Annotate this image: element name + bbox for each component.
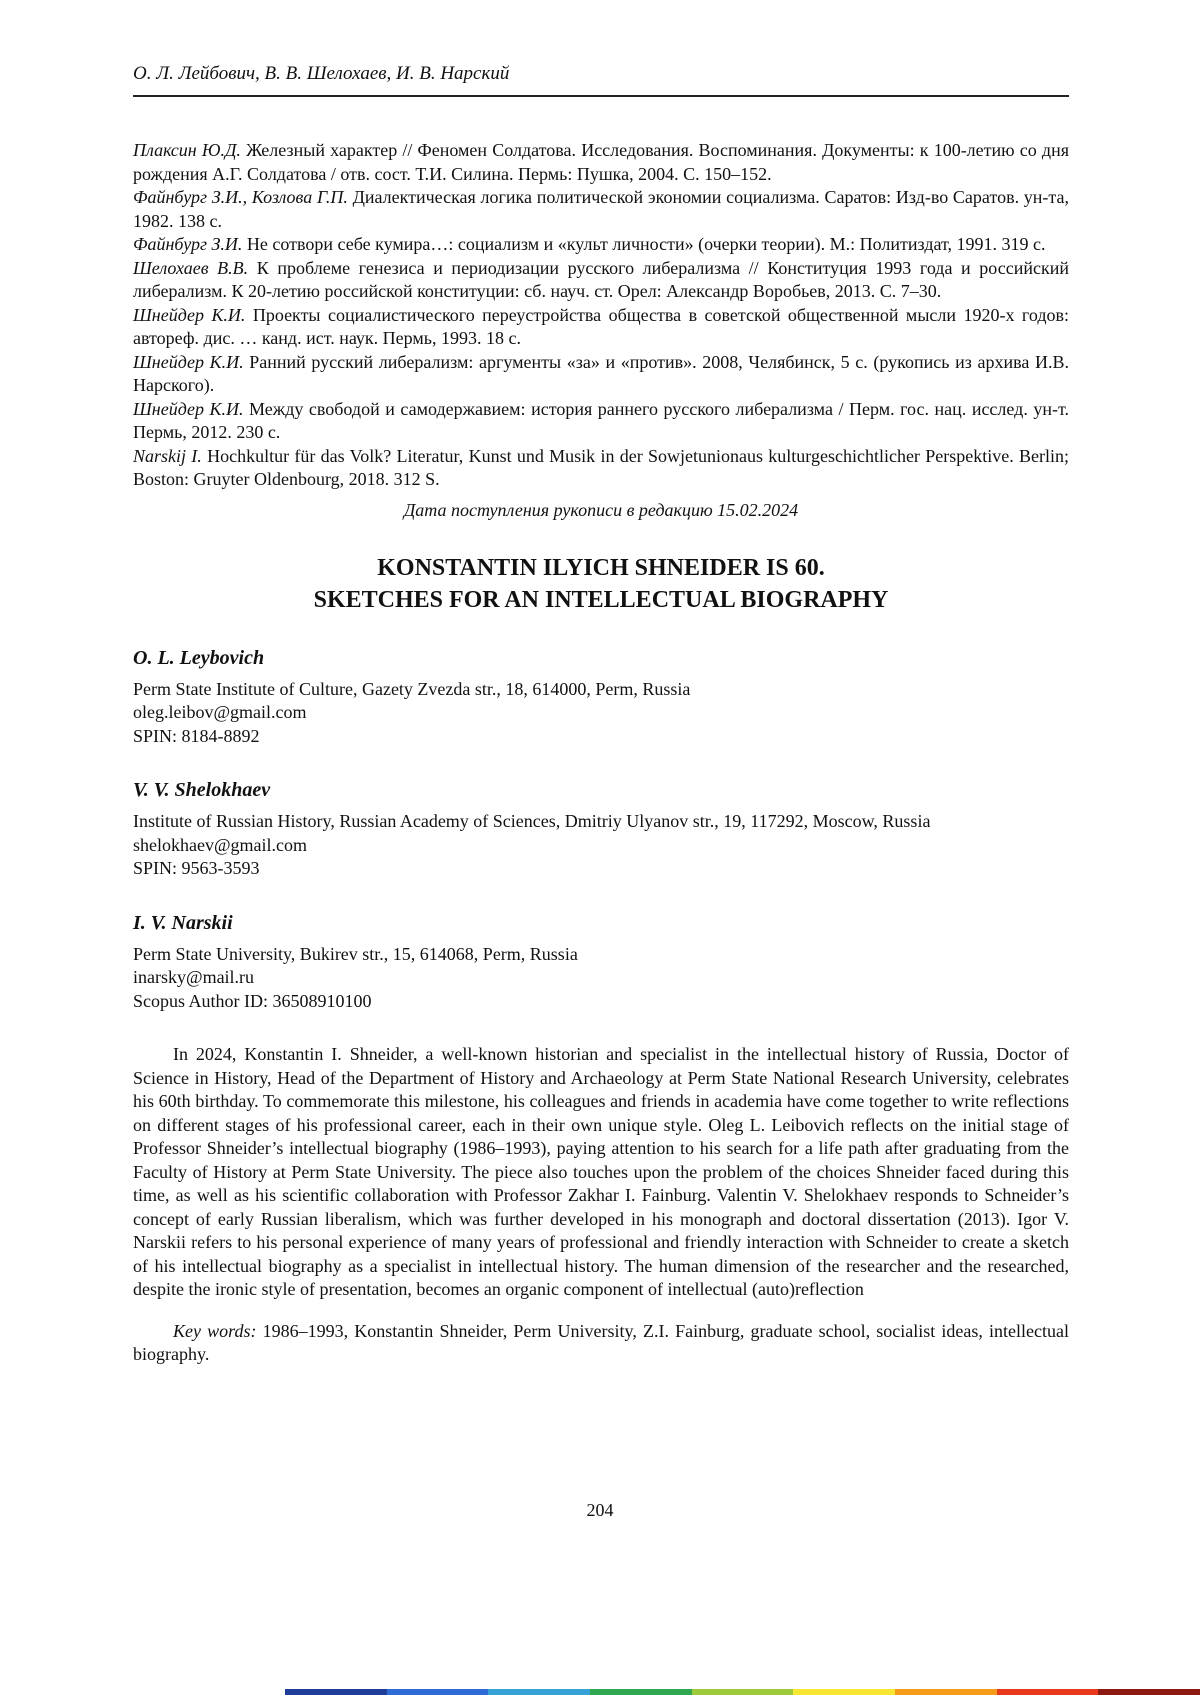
author-email: inarsky@mail.ru bbox=[133, 967, 255, 987]
running-head bbox=[133, 62, 1069, 97]
author-affiliation: Institute of Russian History, Russian Academy of Sciences, Dmitriy Ulyanov str., 19, 117292, Moscow, Russia bbox=[133, 811, 931, 831]
reference-text: Ранний русский либерализм: аргументы «за» и «против». 2008, Челябинск, 5 с. (рукопись из архива И.В. Нарского). bbox=[133, 351, 1069, 395]
author-name: O. L. Leybovich bbox=[133, 646, 265, 669]
page-number: 204 bbox=[586, 1500, 614, 1520]
reference-authors: Файнбург З.И. bbox=[133, 234, 243, 254]
author-email: shelokhaev@gmail.com bbox=[133, 834, 308, 855]
strip-segment bbox=[387, 1689, 489, 1695]
reference-entry bbox=[133, 445, 1069, 492]
bottom-color-strip bbox=[285, 1689, 1200, 1695]
strip-segment bbox=[895, 1689, 997, 1695]
author-id: SPIN: 8184-8892 bbox=[133, 725, 260, 746]
keywords-label: Key words: bbox=[173, 1320, 257, 1341]
reference-entry bbox=[133, 257, 1069, 304]
abstract-text: In 2024, Konstantin I. Shneider, a well-known historian and specialist in the intellectual history of Russia, Doctor of Science in History, Head of the Department of History and Archaeology at Perm State National Research University, celebrates his 60th birthday. To commemorate this milestone, his colleagues and friends in academia have come together to write reflections on different stages of his professional career, each in their own unique style. Oleg L. Leibovich reflects on the initial stage of Professor Shneider’s intellectual biography (1986–1993), paying attention to his search for a life path after graduating from the Faculty of History at Perm State University. The piece also touches upon the problem of the choices Shneider faced during this time, as well as his scientific collaboration with Professor Zakhar I. Fainburg. Valentin V. Shelokhaev responds to Schneider’s concept of early Russian liberalism, which was further developed in his monograph and doctoral dissertation (2013). Igor V. Narskii refers to his personal experience of many years of professional and friendly interaction with Schneider to create a sketch of his intellectual biography as a specialist in intellectual history. The human dimension of the researcher and the researched, despite the ironic style of presentation, becomes an organic component of intellectual (auto)reflection bbox=[133, 1044, 1069, 1299]
strip-segment bbox=[793, 1689, 895, 1695]
reference-text: Hochkultur für das Volk? Literatur, Kunst und Musik in der Sowjetunionaus kulturgeschichtlicher Perspektive. Berlin; Boston: Gruyter Oldenbourg, 2018. 312 S. bbox=[133, 445, 1069, 489]
author-block bbox=[133, 646, 1069, 749]
author-affiliation: Perm State Institute of Culture, Gazety Zvezda str., 18, 614000, Perm, Russia bbox=[133, 678, 691, 699]
reference-text: Не сотвори себе кумира…: социализм и «культ личности» (очерки теории). М.: Политиздат, 1991. 319 с. bbox=[242, 234, 1046, 254]
reference-text: Железный характер // Феномен Солдатова. Исследования. Воспоминания. Документы: к 100-летию со дня рождения А.Г. Солдатова / отв. сост. Т.И. Силина. Пермь: Пушка, 2004. С. 150–152. bbox=[133, 140, 1069, 184]
strip-segment bbox=[285, 1689, 387, 1695]
reference-entry bbox=[133, 351, 1069, 398]
article-title-line1: KONSTANTIN ILYICH SHNEIDER IS 60. bbox=[377, 554, 825, 581]
keywords bbox=[133, 1320, 1069, 1367]
reference-entry bbox=[133, 139, 1069, 186]
reference-text: Диалектическая логика политической экономии социализма. Саратов: Изд-во Саратов. ун-та, 1982. 138 с. bbox=[133, 187, 1069, 231]
strip-segment bbox=[997, 1689, 1099, 1695]
keywords-text: 1986–1993, Konstantin Shneider, Perm University, Z.I. Fainburg, graduate school, socialist ideas, intellectual biography. bbox=[133, 1320, 1069, 1364]
reference-list bbox=[133, 139, 1069, 492]
author-block bbox=[133, 911, 1069, 1014]
author-name: V. V. Shelokhaev bbox=[133, 779, 271, 801]
reference-text: К проблеме генезиса и периодизации русского либерализма // Конституция 1993 года и российский либерализм. К 20-летию российской конституции: сб. науч. ст. Орел: Александр Воробьев, 2013. С. 7–30. bbox=[133, 257, 1069, 301]
author-id: Scopus Author ID: 36508910100 bbox=[133, 990, 372, 1011]
author-affiliation: Perm State University, Bukirev str., 15, 614068, Perm, Russia bbox=[133, 943, 578, 964]
submission-date-note: Дата поступления рукописи в редакцию 15.02.2024 bbox=[403, 499, 799, 520]
reference-authors: Шнейдер К.И. bbox=[133, 351, 244, 372]
reference-entry bbox=[133, 233, 1069, 257]
reference-entry bbox=[133, 186, 1069, 233]
article-title bbox=[133, 552, 1069, 616]
reference-authors: Шелохаев В.В. bbox=[133, 257, 249, 278]
author-id: SPIN: 9563-3593 bbox=[133, 858, 260, 878]
strip-segment bbox=[1098, 1689, 1200, 1695]
reference-authors: Файнбург З.И., Козлова Г.П. bbox=[133, 187, 348, 207]
reference-entry bbox=[133, 398, 1069, 445]
reference-entry bbox=[133, 304, 1069, 351]
reference-text: Между свободой и самодержавием: история раннего русского либерализма / Перм. гос. нац. исслед. ун-т. Пермь, 2012. 230 с. bbox=[133, 398, 1069, 442]
reference-text: Проекты социалистического переустройства общества в советской общественной мысли 1920-х годов: автореф. дис. … канд. ист. наук. Пермь, 1993. 18 с. bbox=[133, 304, 1069, 348]
reference-authors: Шнейдер К.И. bbox=[133, 304, 246, 325]
author-block bbox=[133, 778, 1069, 881]
page-content bbox=[133, 62, 1069, 1367]
running-head-authors: О. Л. Лейбович, В. В. Шелохаев, И. В. Нарский bbox=[133, 63, 510, 84]
article-title-line2: SKETCHES FOR AN INTELLECTUAL BIOGRAPHY bbox=[313, 586, 889, 613]
strip-segment bbox=[590, 1689, 692, 1695]
author-name: I. V. Narskii bbox=[133, 911, 233, 934]
strip-segment bbox=[488, 1689, 590, 1695]
strip-segment bbox=[692, 1689, 794, 1695]
reference-authors: Narskij I. bbox=[133, 445, 202, 466]
author-email: oleg.leibov@gmail.com bbox=[133, 702, 307, 722]
reference-authors: Шнейдер К.И. bbox=[133, 398, 244, 419]
reference-authors: Плаксин Ю.Д. bbox=[133, 140, 241, 160]
